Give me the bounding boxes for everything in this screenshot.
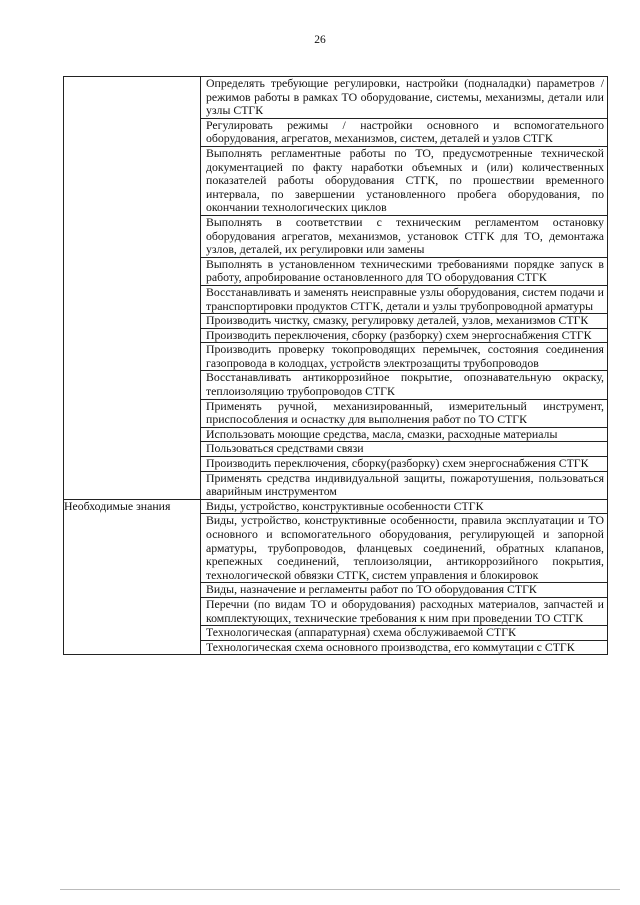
knowledge-row: [64, 499, 608, 655]
skills-label-cell: [64, 77, 201, 500]
skill-item: Производить проверку токопроводящих перемычек, состояния соединения газопровода в колодцах, устройств электрозащиты трубопроводов: [201, 343, 607, 371]
knowledge-label: Необходимые знания: [64, 499, 201, 655]
skill-item: Применять ручной, механизированный, измерительный инструмент, приспособления и оснастку для выполнения работ по ТО СТГК: [201, 400, 607, 428]
knowledge-item: Перечни (по видам ТО и оборудования) расходных материалов, запчастей и комплектующих, технические требования к ним при проведении ТО СТГК: [201, 598, 607, 626]
page-number: 26: [314, 34, 326, 46]
skill-item: Производить переключения, сборку(разборку) схем энергоснабжения СТГК: [201, 457, 607, 472]
skill-item: Производить переключения, сборку (разборку) схем энергоснабжения СТГК: [201, 329, 607, 344]
knowledge-item: Виды, устройство, конструктивные особенности, правила эксплуатации и ТО основного и вспомогательного оборудования, регулирующей и запорной арматуры, трубопроводов, фланцевых соединений, обратных клапанов, крепежных соединений, теплоизоляции, антикоррозийного покрытия, технологической обвязки СТГК, систем управления и блокировок: [201, 514, 607, 583]
skill-item: Определять требующие регулировки, настройки (подналадки) параметров / режимов работы в рамках ТО оборудование, системы, механизмы, детали или узлы СТГК: [201, 77, 607, 119]
skill-item: Регулировать режимы / настройки основного и вспомогательного оборудования, агрегатов, механизмов, систем, деталей и узлов СТГК: [201, 119, 607, 147]
knowledge-item: Виды, назначение и регламенты работ по ТО оборудования СТГК: [201, 583, 607, 598]
skill-item: Восстанавливать антикоррозийное покрытие, опознавательную окраску, теплоизоляцию трубопроводов СТГК: [201, 371, 607, 399]
competency-table: [63, 76, 608, 655]
knowledge-item: Технологическая схема основного производства, его коммутации с СТГК: [206, 639, 575, 654]
knowledge-item: Технологическая (аппаратурная) схема обслуживаемой СТГК: [201, 626, 607, 641]
skills-items-cell: [201, 77, 608, 500]
skill-item: Выполнять в соответствии с техническим регламентом остановку оборудования агрегатов, механизмов, установок СТГК для ТО, демонтажа узлов, деталей, их регулировки или замены: [201, 216, 607, 258]
skill-item: Применять средства индивидуальной защиты, пожаротушения, пользоваться аварийным инструментом: [206, 470, 604, 499]
skill-item: Пользоваться средствами связи: [201, 442, 607, 457]
knowledge-item: Виды, устройство, конструктивные особенности СТГК: [201, 500, 607, 515]
skills-row: [64, 77, 608, 500]
skill-item: Восстанавливать и заменять неисправные узлы оборудования, систем подачи и транспортировки продуктов СТГК, детали и узлы трубопроводной арматуры: [201, 286, 607, 314]
skill-item: Производить чистку, смазку, регулировку деталей, узлов, механизмов СТГК: [201, 314, 607, 329]
skill-item: Выполнять регламентные работы по ТО, предусмотренные технической документацией по факту наработки объемных и (или) количественных показателей работы оборудования СТГК, по прошествии временного интервала, по завершении установленного пробега оборудования, по окончании технологических циклов: [201, 147, 607, 216]
scan-edge-line: [60, 889, 620, 890]
skill-item: Использовать моющие средства, масла, смазки, расходные материалы: [201, 428, 607, 443]
skill-item: Выполнять в установленном техническими требованиями порядке запуск в работу, апробирование остановленного для ТО оборудования СТГК: [201, 258, 607, 286]
knowledge-items-cell: [201, 499, 608, 655]
